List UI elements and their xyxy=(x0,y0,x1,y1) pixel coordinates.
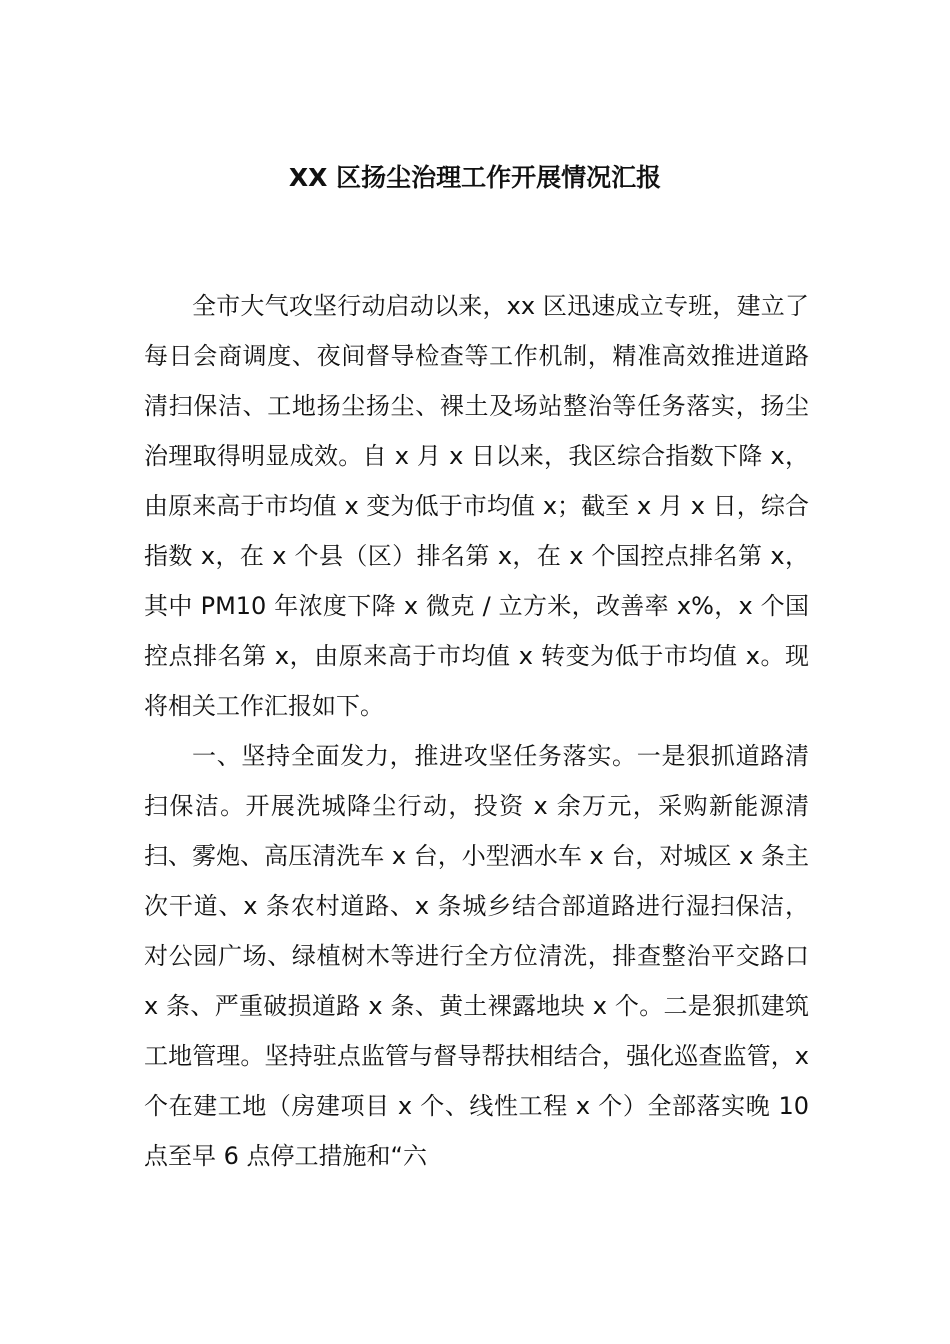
document-title: XX 区扬尘治理工作开展情况汇报 xyxy=(288,163,662,192)
paragraph-intro: 全市大气攻坚行动启动以来，xx 区迅速成立专班，建立了每日会商调度、夜间督导检查等工作机制，精准高效推进道路清扫保洁、工地扬尘扬尘、裸土及场站整治等任务落实，扬尘治理取得明显成效。自 x 月 x 日以来，我区综合指数下降 x，由原来高于市均值 x 变为低于市均值 x；截至 x 月 x 日，综合指数 x，在 x 个县（区）排名第 x，在 x 个国控点排名第 x，其中 PM10 年浓度下降 x 微克 / 立方米，改善率 x%，x 个国控点排名第 x，由原来高于市均值 x 转变为低于市均值 x。现将相关工作汇报如下。 xyxy=(144,292,809,720)
paragraph-section-one: 一、坚持全面发力，推进攻坚任务落实。一是狠抓道路清扫保洁。开展洗城降尘行动，投资 x 余万元，采购新能源清扫、雾炮、高压清洗车 x 台，小型洒水车 x 台，对城区 x 条主次干道、x 条农村道路、x 条城乡结合部道路进行湿扫保洁，对公园广场、绿植树木等进行全方位清洗，排查整治平交路口 x 条、严重破损道路 x 条、黄土裸露地块 x 个。二是狠抓建筑工地管理。坚持驻点监管与督导帮扶相结合，强化巡查监管，x 个在建工地（房建项目 x 个、线性工程 x 个）全部落实晚 10 点至早 6 点停工措施和“六 xyxy=(144,742,809,1170)
document-body xyxy=(144,281,809,1181)
